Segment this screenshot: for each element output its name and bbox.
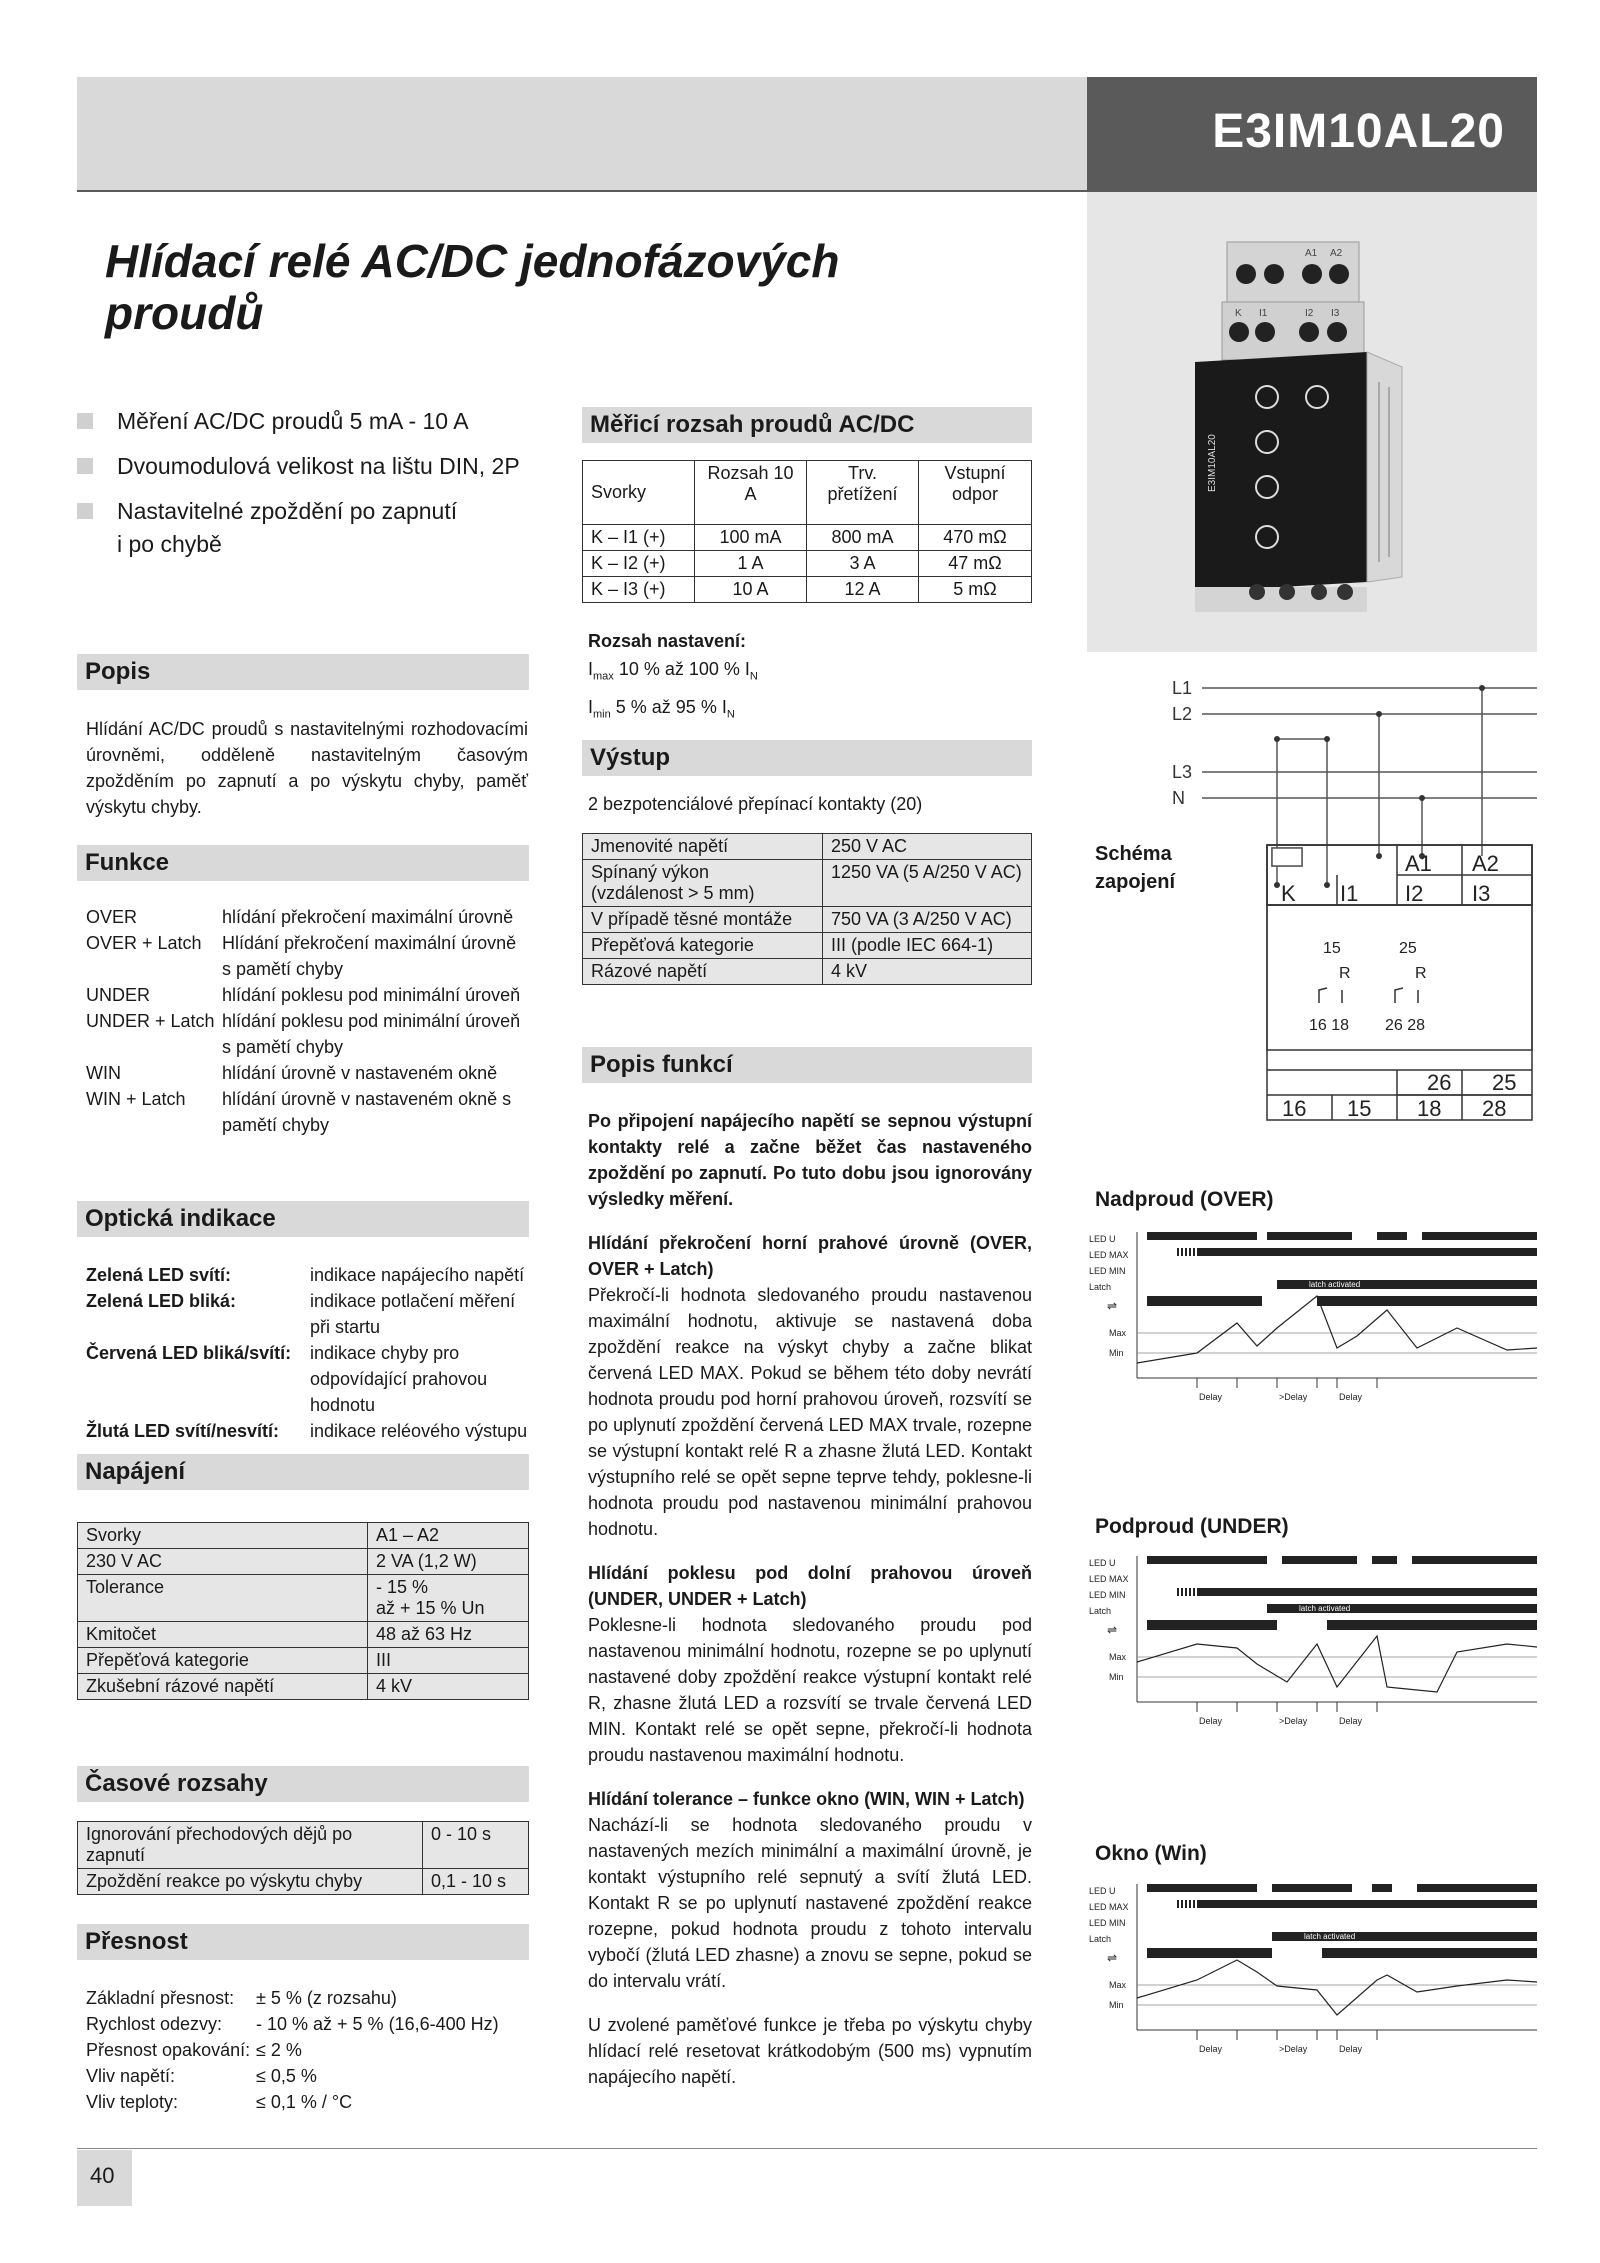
table-row: Přesnost opakování: ≤ 2 %: [86, 2040, 302, 2060]
product-code: E3IM10AL20: [1212, 105, 1505, 158]
relay-bar: [1317, 1296, 1537, 1306]
delay-label: Delay: [1199, 1716, 1223, 1726]
timing-diagram-under: [1087, 1552, 1537, 1792]
table-row: Zelená LED svítí: indikace napájecího napětí: [86, 1265, 525, 1285]
delay-label: Delay: [1339, 1716, 1363, 1726]
diagram-title-under: Podproud (UNDER): [1095, 1515, 1289, 1538]
relay-icon: ⇌: [1107, 1299, 1118, 1313]
section-popis-funkci: Popis funkcí: [582, 1047, 1032, 1083]
table-row: Kmitočet 48 až 63 Hz: [78, 1622, 529, 1648]
blink-tick: [1193, 1900, 1195, 1908]
delay-label: Delay: [1199, 1392, 1223, 1402]
svg-text:L2: L2: [1172, 704, 1193, 724]
header-bar: [77, 77, 1087, 190]
delay-label: Delay: [1339, 2044, 1363, 2054]
relay-icon: ⇌: [1107, 1623, 1118, 1637]
svg-text:K: K: [1281, 881, 1296, 906]
table-row: Ignorování přechodových dějů po zapnutí 0 - 10 s: [78, 1822, 529, 1869]
opticka-table: [86, 1262, 528, 1444]
device-photo: [1087, 192, 1537, 652]
popis-text: Hlídání AC/DC proudů s nastavitelnými rozhodovacími úrovněmi, odděleně nastavitelným časovým zpožděním po zapnutí a po výskytu chyby, paměť výskytu chyby.: [86, 719, 528, 817]
blink-tick: [1193, 1248, 1195, 1256]
svg-text:26 28: 26 28: [1385, 1017, 1426, 1034]
blink-tick: [1181, 1588, 1183, 1596]
led-u-bar: [1147, 1232, 1257, 1240]
delay-label: >Delay: [1279, 1392, 1308, 1402]
svg-text:R: R: [1415, 965, 1427, 982]
section-popis: Popis: [77, 654, 529, 690]
vystup-text: 2 bezpotenciálové přepínací kontakty (20): [588, 794, 923, 814]
table-row: UNDER hlídání poklesu pod minimální úroveň: [86, 985, 521, 1005]
signal-curve: [1137, 1960, 1537, 2015]
led-fault-bar: [1197, 1248, 1537, 1256]
table-row: Rázové napětí 4 kV: [583, 959, 1032, 985]
table-row: Žlutá LED svítí/nesvítí: indikace reléového výstupu: [86, 1421, 528, 1441]
svg-text:I1: I1: [1259, 308, 1268, 319]
svg-text:N: N: [1172, 788, 1185, 808]
led-u-bar: [1412, 1556, 1537, 1564]
row-label: LED MAX: [1089, 1250, 1129, 1260]
delay-label: Delay: [1339, 1392, 1363, 1402]
row-label: LED MAX: [1089, 1574, 1129, 1584]
svg-text:A2: A2: [1330, 248, 1343, 259]
diagram-title-over: Nadproud (OVER): [1095, 1188, 1274, 1211]
latch-label: latch activated: [1304, 1932, 1356, 1941]
row-label: LED U: [1089, 1234, 1116, 1244]
rozsah-label: Rozsah nastavení:: [588, 631, 747, 651]
list-item: Dvoumodulová velikost na lištu DIN, 2P: [77, 450, 537, 483]
led-u-bar: [1147, 1556, 1267, 1564]
wiring-diagram: [1087, 670, 1537, 1150]
table-row: Spínaný výkon (vzdálenost > 5 mm) 1250 VA (5 A/250 V AC): [583, 860, 1032, 907]
led-u-bar: [1272, 1884, 1352, 1892]
casove-table: [77, 1821, 529, 1895]
imax-line: $I_{max}$ 10 % až 100 % $I_N$: [588, 659, 758, 683]
svg-text:L3: L3: [1172, 762, 1193, 782]
led-u-bar: [1267, 1232, 1352, 1240]
section-merici: Měřicí rozsah proudů AC/DC: [582, 407, 1032, 443]
schema-label: Schéma zapojení: [1095, 843, 1176, 893]
blink-tick: [1189, 1248, 1191, 1256]
table-row: V případě těsné montáže 750 VA (3 A/250 V AC): [583, 907, 1032, 933]
min-label: Min: [1109, 1672, 1124, 1682]
blink-tick: [1189, 1900, 1191, 1908]
section-presnost: Přesnost: [77, 1924, 529, 1960]
timing-diagram-win: [1087, 1880, 1537, 2120]
svg-text:16: 16: [1282, 1096, 1307, 1121]
row-label: LED U: [1089, 1886, 1116, 1896]
svg-text:15: 15: [1323, 940, 1341, 957]
presnost-table: [86, 1985, 528, 2115]
table-row: Přepěťová kategorie III (podle IEC 664-1): [583, 933, 1032, 959]
led-fault-bar: [1197, 1900, 1537, 1908]
blink-tick: [1185, 1248, 1187, 1256]
signal-curve: [1137, 1636, 1537, 1692]
napajeni-table: [77, 1522, 529, 1700]
svg-text:15: 15: [1347, 1096, 1372, 1121]
feature-list: [77, 405, 537, 573]
blink-tick: [1181, 1900, 1183, 1908]
blink-tick: [1181, 1248, 1183, 1256]
led-u-bar: [1282, 1556, 1357, 1564]
table-row: Svorky Rozsah 10 A Trv. přetížení Vstupní odpor: [583, 461, 1032, 525]
list-item: Měření AC/DC proudů 5 mA - 10 A: [77, 405, 537, 438]
footer-rule: [77, 2148, 1537, 2149]
blink-tick: [1177, 1900, 1179, 1908]
row-label: LED MIN: [1089, 1918, 1126, 1928]
svg-text:A1: A1: [1405, 851, 1432, 876]
svg-text:K: K: [1235, 308, 1242, 319]
svg-text:A2: A2: [1472, 851, 1499, 876]
svg-text:28: 28: [1482, 1096, 1507, 1121]
table-row: WIN hlídání úrovně v nastaveném okně: [86, 1063, 498, 1083]
svg-text:I2: I2: [1305, 308, 1314, 319]
row-label: LED MIN: [1089, 1590, 1126, 1600]
blink-tick: [1185, 1900, 1187, 1908]
relay-icon: ⇌: [1107, 1951, 1118, 1965]
blink-tick: [1189, 1588, 1191, 1596]
led-u-bar: [1147, 1884, 1257, 1892]
section-opticka: Optická indikace: [77, 1201, 529, 1237]
section-vystup: Výstup: [582, 740, 1032, 776]
relay-bar: [1147, 1620, 1277, 1630]
blink-tick: [1177, 1588, 1179, 1596]
table-row: Rychlost odezvy: - 10 % až + 5 % (16,6-400 Hz): [86, 2014, 499, 2034]
table-row: K – I3 (+) 10 A 12 A 5 mΩ: [583, 577, 1032, 603]
list-item: i po chybě: [117, 531, 222, 557]
blink-tick: [1185, 1588, 1187, 1596]
svg-text:E3IM10AL20: E3IM10AL20: [1207, 434, 1218, 492]
table-row: Tolerance - 15 % až + 15 % Un: [78, 1575, 529, 1622]
timing-diagram-over: [1087, 1228, 1537, 1468]
table-row: OVER + Latch Hlídání překročení maximální úrovně s pamětí chyby: [86, 933, 517, 979]
led-fault-bar: [1197, 1588, 1537, 1596]
section-funkce: Funkce: [77, 845, 529, 881]
svg-text:I1: I1: [1340, 881, 1359, 906]
row-label: LED U: [1089, 1558, 1116, 1568]
svg-text:26: 26: [1427, 1070, 1452, 1095]
list-item: Nastavitelné zpoždění po zapnutí: [77, 495, 537, 528]
table-row: UNDER + Latch hlídání poklesu pod minimální úroveň s pamětí chyby: [86, 1011, 521, 1057]
svg-text:16 18: 16 18: [1309, 1017, 1350, 1034]
table-row: Zelená LED bliká: indikace potlačení měření při startu: [86, 1291, 516, 1337]
section-napajeni: Napájení: [77, 1454, 529, 1490]
table-row: 230 V AC 2 VA (1,2 W): [78, 1549, 529, 1575]
table-row: K – I2 (+) 1 A 3 A 47 mΩ: [583, 551, 1032, 577]
svg-text:R: R: [1339, 965, 1351, 982]
led-u-bar: [1372, 1884, 1392, 1892]
page-title: Hlídací relé AC/DC jednofázových proudů: [105, 235, 840, 339]
delay-label: >Delay: [1279, 1716, 1308, 1726]
latch-label: latch activated: [1309, 1280, 1361, 1289]
table-row: Zkušební rázové napětí 4 kV: [78, 1674, 529, 1700]
row-label: Latch: [1089, 1606, 1112, 1616]
latch-label: latch activated: [1299, 1604, 1351, 1613]
svg-text:A1: A1: [1305, 248, 1318, 259]
page-number: 40: [90, 2163, 115, 2188]
svg-text:25: 25: [1492, 1070, 1517, 1095]
blink-tick: [1193, 1588, 1195, 1596]
led-u-bar: [1417, 1884, 1537, 1892]
svg-text:I3: I3: [1472, 881, 1491, 906]
min-label: Min: [1109, 2000, 1124, 2010]
row-label: LED MIN: [1089, 1266, 1126, 1276]
table-row: Přepěťová kategorie III: [78, 1648, 529, 1674]
table-row: Svorky A1 – A2: [78, 1523, 529, 1549]
table-row: WIN + Latch hlídání úrovně v nastaveném okně s pamětí chyby: [86, 1089, 512, 1135]
max-label: Max: [1109, 1328, 1127, 1338]
relay-bar: [1147, 1948, 1272, 1958]
table-row: Základní přesnost: ± 5 % (z rozsahu): [86, 1988, 397, 2008]
popis-funkci-body: Po připojení napájecího napětí se sepnou výstupní kontakty relé a začne běžet čas nastaveného zpoždění po zapnutí. Po tuto dobu jsou ignorovány výsledky měření. Hlídání překročení horní prahové úrovně (OVER, OVER + Latch) Překročí-li hodnota sledovaného proudu nastavenou maximální hodnotu, aktivuje se nastavená doba zpoždění reakce na výskyt chyby a začne blikat červená LED MAX. Pokud se během této doby nevrátí hodnota proudu pod horní prahovou úroveň, rozsvítí se po uplynutí zpoždění červená LED MAX trvale, rozepne se výstupní kontakt relé R a zhasne žlutá LED. Kontakt výstupního relé se opět sepne teprve tehdy, poklesne-li hodnota proudu pod nastavenou minimální prahovou hodnotu. Hlídání poklesu pod dolní prahovou úroveň (UNDER, UNDER + Latch) Poklesne-li hodnota sledovaného proudu pod nastavenou minimální hodnotu, rozepne se po uplynutí nastavené doby zpoždění reakce výstupní kontakt relé R, zhasne žlutá LED a rozsvítí se trvale červená LED MIN. Kontakt relé se opět sepne, překročí-li hodnota proudu nastavenou maximální hodnotu. Hlídání tolerance – funkce okno (WIN, WIN + Latch) Nachází-li se hodnota sledovaného proudu v nastavených mezích minimální a maximální úrovně, je kontakt výstupního relé sepnutý a svítí žlutá LED. Kontakt R se po uplynutí nastavené zpoždění reakce rozepne, pokud hodnota proudu z tohoto intervalu vybočí (žlutá LED zhasne) a znovu se sepne, pokud se do intervalu vrátí. U zvolené paměťové funkce je třeba po výskytu chyby hlídací relé resetovat krátkodobým (500 ms) vypnutím napájecího napětí.: [588, 1111, 1032, 2087]
relay-bar: [1322, 1948, 1537, 1958]
section-casove: Časové rozsahy: [77, 1766, 529, 1802]
delay-label: Delay: [1199, 2044, 1223, 2054]
min-label: Min: [1109, 1348, 1124, 1358]
led-u-bar: [1377, 1232, 1407, 1240]
vystup-table: [582, 833, 1032, 985]
table-row: Vliv napětí: ≤ 0,5 %: [86, 2066, 317, 2086]
table-row: K – I1 (+) 100 mA 800 mA 470 mΩ: [583, 525, 1032, 551]
table-row: Vliv teploty: ≤ 0,1 % / °C: [86, 2092, 353, 2112]
diagram-title-win: Okno (Win): [1095, 1842, 1207, 1865]
row-label: Latch: [1089, 1282, 1112, 1292]
svg-text:L1: L1: [1172, 678, 1193, 698]
merici-table: [582, 460, 1032, 603]
relay-bar: [1327, 1620, 1537, 1630]
table-row: OVER hlídání překročení maximální úrovně: [86, 907, 514, 927]
svg-text:I2: I2: [1405, 881, 1424, 906]
table-row: Červená LED bliká/svítí: indikace chyby pro odpovídající prahovou hodnotu: [86, 1343, 488, 1415]
funkce-table: [86, 904, 528, 1138]
relay-bar: [1147, 1296, 1262, 1306]
svg-text:I3: I3: [1331, 308, 1340, 319]
svg-text:18: 18: [1417, 1096, 1442, 1121]
table-row: Jmenovité napětí 250 V AC: [583, 834, 1032, 860]
imin-line: $I_{min}$ 5 % až 95 % $I_N$: [588, 697, 735, 721]
led-u-bar: [1372, 1556, 1397, 1564]
row-label: LED MAX: [1089, 1902, 1129, 1912]
max-label: Max: [1109, 1980, 1127, 1990]
svg-text:25: 25: [1399, 940, 1417, 957]
max-label: Max: [1109, 1652, 1127, 1662]
row-label: Latch: [1089, 1934, 1112, 1944]
delay-label: >Delay: [1279, 2044, 1308, 2054]
table-row: Zpoždění reakce po výskytu chyby 0,1 - 10 s: [78, 1869, 529, 1895]
blink-tick: [1177, 1248, 1179, 1256]
led-u-bar: [1422, 1232, 1537, 1240]
